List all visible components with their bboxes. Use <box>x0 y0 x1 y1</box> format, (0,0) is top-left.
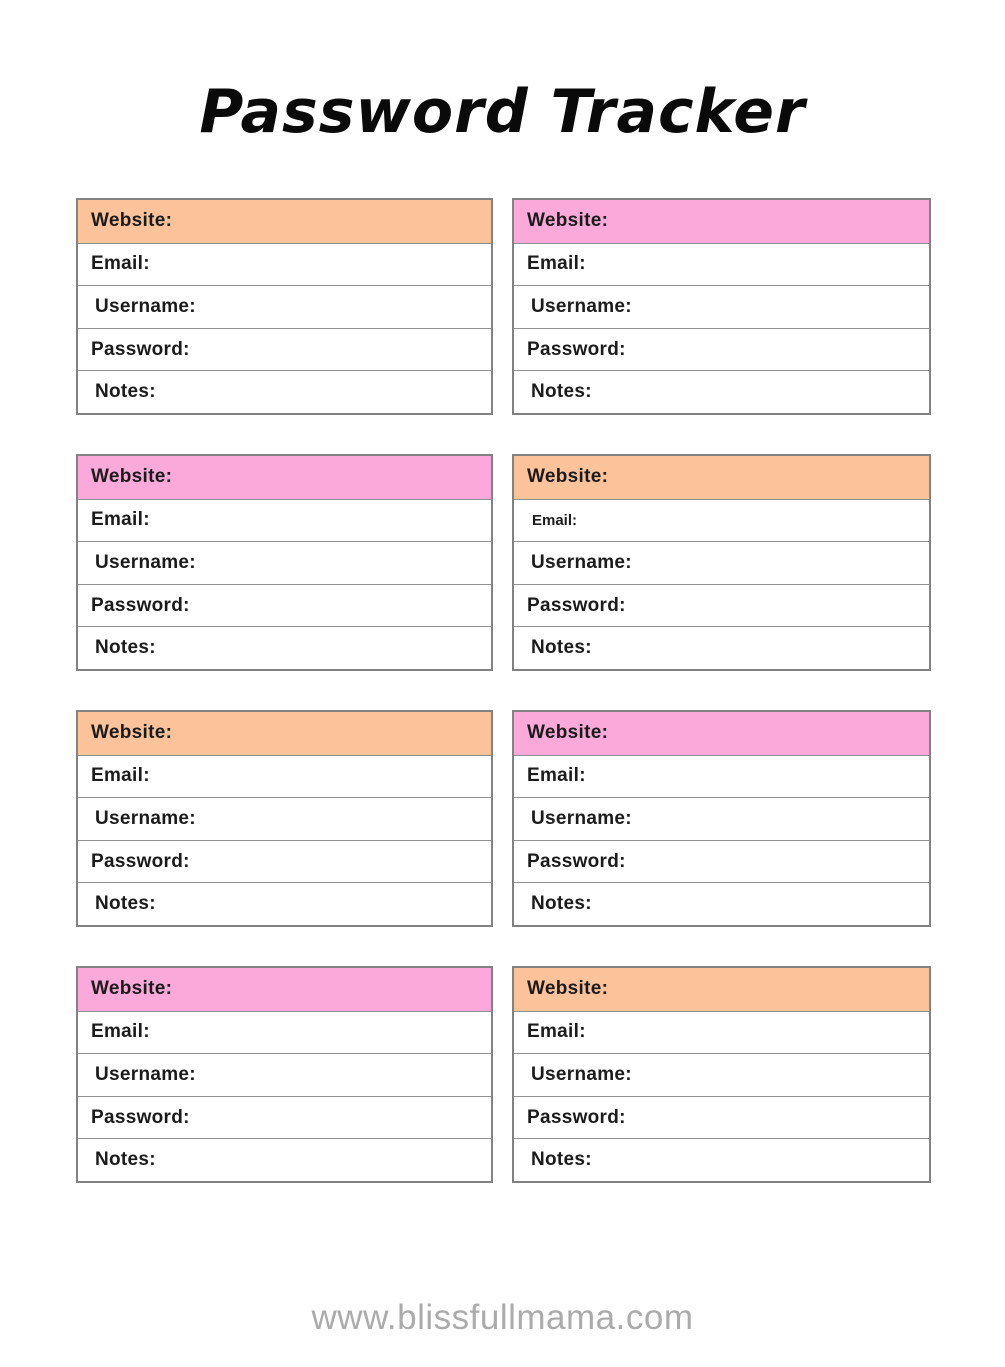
notes-label: Notes: <box>95 381 156 403</box>
username-label: Username: <box>531 1063 632 1085</box>
website-row <box>514 456 929 499</box>
password-row <box>514 584 929 627</box>
notes-label: Notes: <box>531 637 592 659</box>
notes-row <box>78 626 491 669</box>
password-card-2 <box>512 198 931 415</box>
website-label: Website: <box>527 722 609 744</box>
notes-label: Notes: <box>531 893 592 915</box>
website-row <box>78 456 491 499</box>
password-row <box>78 1096 491 1139</box>
email-label: Email: <box>527 765 586 787</box>
password-card-1 <box>76 198 493 415</box>
email-label: Email: <box>527 1021 586 1043</box>
email-label: Email: <box>91 509 150 531</box>
notes-row <box>514 370 929 413</box>
website-label: Website: <box>91 978 173 1000</box>
password-row <box>78 328 491 371</box>
password-label: Password: <box>527 338 626 360</box>
password-label: Password: <box>91 338 190 360</box>
website-label: Website: <box>91 722 173 744</box>
website-label: Website: <box>91 210 173 232</box>
username-label: Username: <box>95 1063 196 1085</box>
username-label: Username: <box>95 807 196 829</box>
password-card-6 <box>512 710 931 927</box>
password-row <box>78 840 491 883</box>
email-row <box>78 1011 491 1054</box>
username-label: Username: <box>95 551 196 573</box>
email-label: Email: <box>527 253 586 275</box>
username-label: Username: <box>531 295 632 317</box>
notes-row <box>514 882 929 925</box>
website-row <box>78 712 491 755</box>
username-row <box>78 797 491 840</box>
password-row <box>514 840 929 883</box>
password-row <box>78 584 491 627</box>
website-label: Website: <box>527 978 609 1000</box>
notes-row <box>78 882 491 925</box>
username-row <box>514 541 929 584</box>
password-label: Password: <box>527 850 626 872</box>
notes-row <box>78 370 491 413</box>
email-row <box>514 1011 929 1054</box>
password-label: Password: <box>527 594 626 616</box>
username-row <box>514 1053 929 1096</box>
password-row <box>514 328 929 371</box>
email-row <box>78 499 491 542</box>
email-label: Email: <box>91 1021 150 1043</box>
password-label: Password: <box>91 594 190 616</box>
password-label: Password: <box>91 1106 190 1128</box>
website-row <box>78 968 491 1011</box>
notes-label: Notes: <box>95 1149 156 1171</box>
email-row <box>514 499 929 542</box>
email-label: Email: <box>91 253 150 275</box>
website-label: Website: <box>527 210 609 232</box>
password-row <box>514 1096 929 1139</box>
password-card-8 <box>512 966 931 1183</box>
email-row <box>514 243 929 286</box>
notes-label: Notes: <box>95 893 156 915</box>
username-row <box>78 285 491 328</box>
website-row <box>514 968 929 1011</box>
website-row <box>514 712 929 755</box>
username-label: Username: <box>531 551 632 573</box>
website-label: Website: <box>91 466 173 488</box>
email-row <box>78 243 491 286</box>
username-row <box>514 797 929 840</box>
username-row <box>514 285 929 328</box>
email-row <box>78 755 491 798</box>
notes-row <box>514 626 929 669</box>
website-row <box>78 200 491 243</box>
notes-row <box>78 1138 491 1181</box>
password-label: Password: <box>91 850 190 872</box>
website-label: Website: <box>527 466 609 488</box>
email-label: Email: <box>91 765 150 787</box>
email-label: Email: <box>532 511 578 529</box>
website-row <box>514 200 929 243</box>
username-row <box>78 541 491 584</box>
username-label: Username: <box>531 807 632 829</box>
email-row <box>514 755 929 798</box>
password-cards-grid <box>76 198 931 1183</box>
password-card-5 <box>76 710 493 927</box>
password-card-7 <box>76 966 493 1183</box>
username-row <box>78 1053 491 1096</box>
notes-label: Notes: <box>531 381 592 403</box>
password-label: Password: <box>527 1106 626 1128</box>
site-footer-url: www.blissfullmama.com <box>311 1298 694 1337</box>
password-card-3 <box>76 454 493 671</box>
page-title: Password Tracker <box>199 77 806 147</box>
password-card-4 <box>512 454 931 671</box>
notes-label: Notes: <box>531 1149 592 1171</box>
notes-row <box>514 1138 929 1181</box>
notes-label: Notes: <box>95 637 156 659</box>
username-label: Username: <box>95 295 196 317</box>
